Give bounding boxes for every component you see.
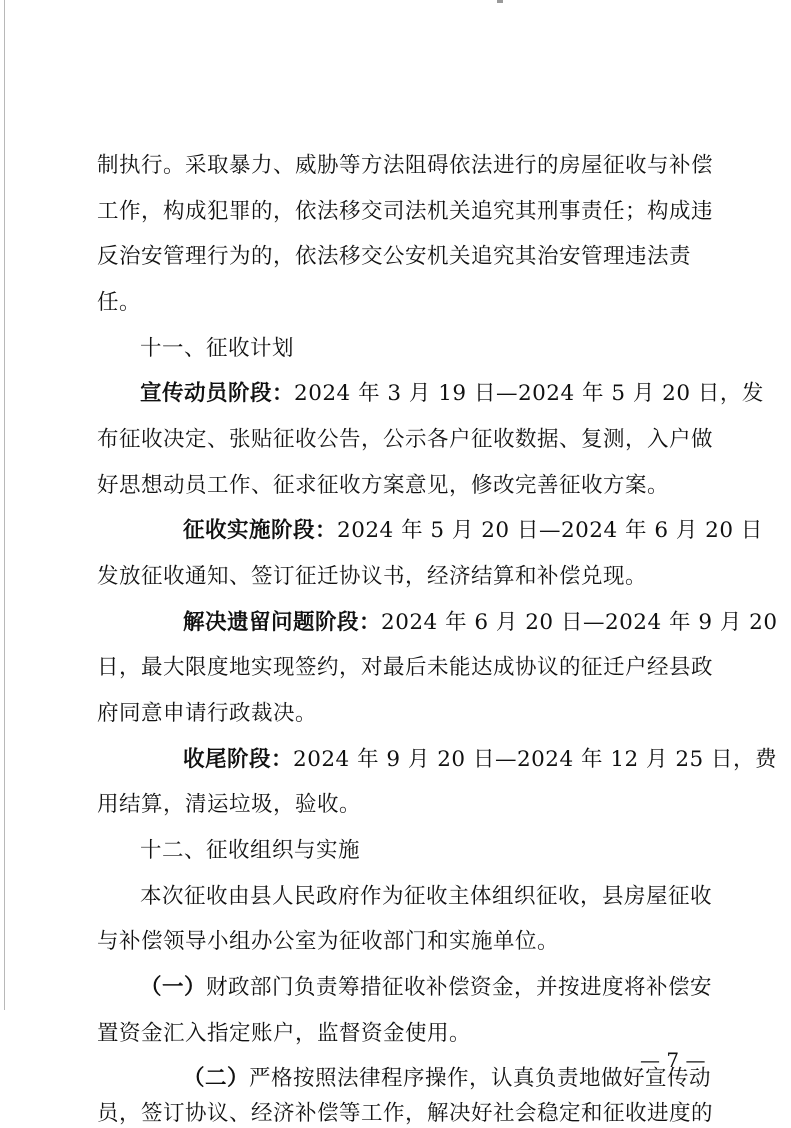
phase-label-closing: 收尾阶段： <box>183 747 294 772</box>
paragraph-line: 制执行。采取暴力、威胁等方法阻碍依法进行的房屋征收与补偿 <box>97 153 714 178</box>
paragraph-line: 员，签订协议、经济补偿等工作，解决好社会稳定和征收进度的 <box>97 1101 714 1126</box>
paragraph-line: 日，最大限度地实现签约，对最后未能达成协议的征迁户经县政 <box>97 655 714 680</box>
paragraph-line: 布征收决定、张贴征收公告，公示各户征收数据、复测，入户做 <box>97 427 714 452</box>
paragraph-line: 任。 <box>97 290 142 315</box>
phase-text: 2024 年 5 月 20 日—2024 年 6 月 20 日 <box>337 518 763 543</box>
paragraph-line: 置资金汇入指定账户，监督资金使用。 <box>97 1021 472 1046</box>
scan-top-mark <box>497 0 503 3</box>
paragraph-line <box>140 380 764 408</box>
phase-label-implementation: 征收实施阶段： <box>183 518 338 543</box>
item-text: 财政部门负责筹措征收补偿资金，并按进度将补偿安 <box>206 975 713 1000</box>
phase-label-remaining-issues: 解决遗留问题阶段： <box>183 610 382 635</box>
paragraph-line <box>183 1065 711 1093</box>
paragraph-line: 与补偿领导小组办公室为征收部门和实施单位。 <box>97 929 560 954</box>
item-label-2: （二） <box>183 1066 250 1091</box>
page-number: — 7 — <box>640 1048 706 1072</box>
paragraph-line: 反治安管理行为的，依法移交公安机关追究其治安管理违法责 <box>97 244 692 269</box>
item-text: 严格按照法律程序操作，认真负责地做好宣传动 <box>249 1066 712 1091</box>
paragraph-line <box>183 517 763 545</box>
phase-text: 2024 年 9 月 20 日—2024 年 12 月 25 日，费 <box>293 747 778 772</box>
paragraph-line: 好思想动员工作、征求征收方案意见，修改完善征收方案。 <box>97 473 670 498</box>
phase-label-publicity: 宣传动员阶段： <box>140 381 295 406</box>
phase-text: 2024 年 6 月 20 日—2024 年 9 月 20 <box>381 610 778 635</box>
item-label-1: （一） <box>140 975 207 1000</box>
paragraph-line <box>183 609 778 637</box>
section-heading-12: 十二、征收组织与实施 <box>140 838 361 863</box>
paragraph-line: 发放征收通知、签订征迁协议书，经济结算和补偿兑现。 <box>97 564 648 589</box>
paragraph-line: 本次征收由县人民政府作为征收主体组织征收，县房屋征收 <box>140 884 713 909</box>
phase-text: 2024 年 3 月 19 日—2024 年 5 月 20 日，发 <box>294 381 764 406</box>
paragraph-line <box>183 746 777 774</box>
section-heading-11: 十一、征收计划 <box>140 336 295 361</box>
scan-edge-line <box>4 0 5 1010</box>
paragraph-line <box>140 974 712 1002</box>
paragraph-line: 府同意申请行政裁决。 <box>97 701 318 726</box>
paragraph-line: 用结算，清运垃圾，验收。 <box>97 792 362 817</box>
paragraph-line: 工作，构成犯罪的，依法移交司法机关追究其刑事责任；构成违 <box>97 199 714 224</box>
